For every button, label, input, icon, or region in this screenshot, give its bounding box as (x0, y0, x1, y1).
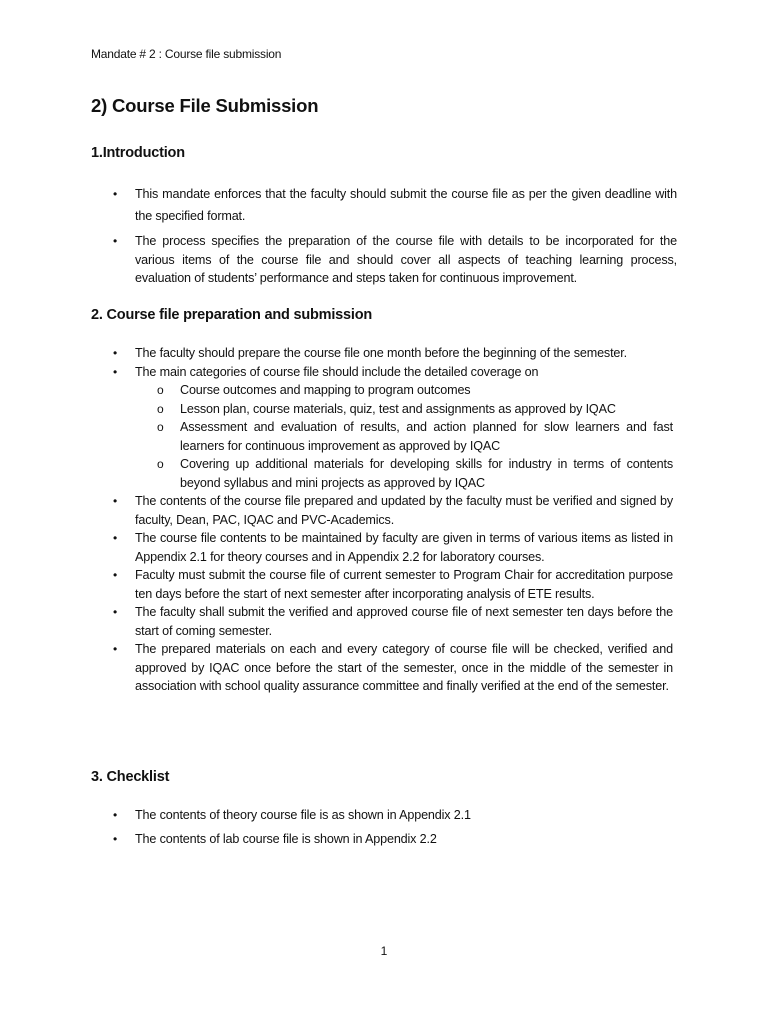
running-header: Mandate # 2 : Course file submission (91, 47, 282, 61)
bullet-icon: • (113, 364, 118, 379)
bullet-icon: • (113, 494, 118, 508)
section-heading-checklist: 3. Checklist (91, 769, 170, 785)
list-item-text: The process specifies the preparation of the course file with details to be incorporated for the various items of the course file and should cover all aspects of teaching learning process, evaluation of students’ performance and steps taken for continuous improvement. (135, 234, 677, 285)
list-item (91, 640, 673, 696)
circle-bullet-icon: o (157, 401, 164, 416)
category-sublist (135, 381, 673, 492)
checklist-list (91, 806, 673, 848)
sub-list-item-text: Lesson plan, course materials, quiz, test and assignments as approved by IQAC (180, 401, 616, 416)
bullet-icon: • (113, 568, 118, 582)
section-heading-preparation: 2. Course file preparation and submission (91, 307, 373, 323)
list-item-text: This mandate enforces that the faculty should submit the course file as per the given deadline with the specified format. (135, 187, 677, 223)
list-item (91, 232, 677, 288)
list-item (91, 830, 673, 849)
circle-bullet-icon: o (157, 420, 164, 434)
introduction-list (91, 183, 677, 288)
bullet-icon: • (113, 187, 118, 201)
list-item-text: The contents of the course file prepared and updated by the faculty must be verified and signed by faculty, Dean, PAC, IQAC and PVC-Academics. (135, 494, 673, 527)
list-item (91, 363, 673, 493)
bullet-icon: • (113, 346, 118, 360)
section-heading-introduction: 1.Introduction (91, 145, 185, 161)
sub-list-item (135, 381, 673, 400)
list-item-text: The main categories of course file should include the detailed coverage on (135, 364, 539, 379)
bullet-icon: • (113, 531, 118, 545)
preparation-list (91, 344, 673, 696)
list-item (91, 566, 673, 603)
list-item-text: The prepared materials on each and every category of course file will be checked, verified and approved by IQAC once before the start of the semester, once in the middle of the semester in association with school quality assurance committee and finally verified at the end of the semester. (135, 642, 673, 693)
bullet-icon: • (113, 605, 118, 619)
circle-bullet-icon: o (157, 383, 164, 397)
list-item (91, 492, 673, 529)
list-item-text: The course file contents to be maintained by faculty are given in terms of various items as listed in Appendix 2.1 for theory courses and in Appendix 2.2 for laboratory courses. (135, 531, 673, 564)
list-item-text: The faculty should prepare the course file one month before the beginning of the semester. (135, 346, 627, 360)
sub-list-item-text: Assessment and evaluation of results, and action planned for slow learners and fast learners for continuous improvement as approved by IQAC (180, 420, 673, 453)
sub-list-item (135, 455, 673, 492)
bullet-icon: • (113, 808, 118, 822)
sub-list-item (135, 400, 673, 419)
list-item-text: Faculty must submit the course file of current semester to Program Chair for accreditation purpose ten days before the start of next semester after incorporating analysis of ETE results. (135, 568, 673, 601)
list-item (91, 806, 673, 825)
document-title: 2) Course File Submission (91, 95, 319, 116)
sub-list-item-text: Covering up additional materials for developing skills for industry in terms of contents beyond syllabus and mini projects as approved by IQAC (180, 457, 673, 490)
list-item-text: The contents of lab course file is shown in Appendix 2.2 (135, 831, 437, 846)
list-item (91, 344, 673, 363)
list-item-text: The contents of theory course file is as shown in Appendix 2.1 (135, 808, 471, 822)
list-item (91, 529, 673, 566)
sub-list-item-text: Course outcomes and mapping to program outcomes (180, 383, 471, 397)
circle-bullet-icon: o (157, 457, 164, 471)
list-item (91, 183, 677, 227)
bullet-icon: • (113, 642, 118, 656)
page-number: 1 (380, 944, 388, 958)
bullet-icon: • (113, 831, 118, 846)
list-item (91, 603, 673, 640)
bullet-icon: • (113, 234, 118, 248)
list-item-text: The faculty shall submit the verified and approved course file of next semester ten days before the start of coming semester. (135, 605, 673, 638)
sub-list-item (135, 418, 673, 455)
